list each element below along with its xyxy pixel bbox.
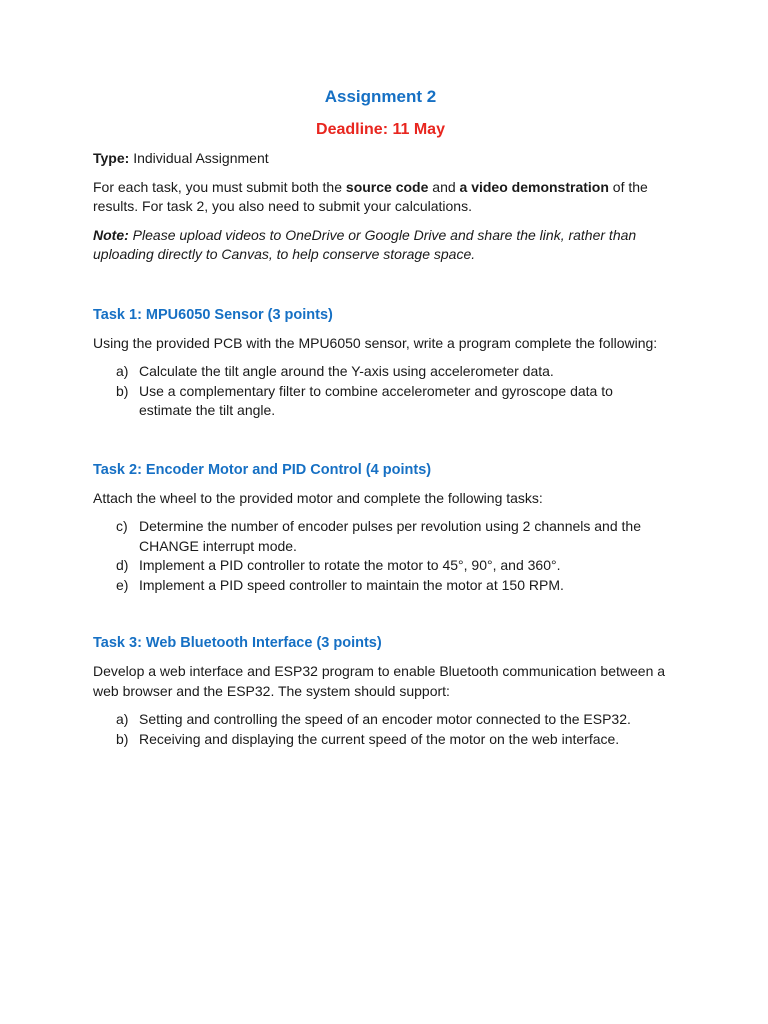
list-item-text: Use a complementary filter to combine accelerometer and gyroscope data to estimate the tilt angle. xyxy=(139,382,613,418)
task-2-heading: Task 2: Encoder Motor and PID Control (4 points) xyxy=(93,461,432,478)
list-marker: a) xyxy=(116,363,129,379)
list-marker: d) xyxy=(116,557,129,573)
submission-text-1: For each task, you must submit both the xyxy=(93,178,346,195)
deadline-label: Deadline: 11 May xyxy=(316,121,445,138)
list-item-text: Implement a PID speed controller to maintain the motor at 150 RPM. xyxy=(139,576,564,593)
task-3-heading: Task 3: Web Bluetooth Interface (3 points) xyxy=(93,635,382,651)
type-line xyxy=(93,149,668,169)
type-value: Individual Assignment xyxy=(133,150,269,166)
list-item-text: Determine the number of encoder pulses per revolution using 2 channels and the CHANGE interrupt mode. xyxy=(139,518,641,554)
task-2-section xyxy=(93,460,668,596)
list-marker: a) xyxy=(116,711,129,727)
submission-bold-video: a video demonstration xyxy=(459,178,609,195)
list-item-text: Receiving and displaying the current speed of the motor on the web interface. xyxy=(139,730,620,747)
list-item-text: Setting and controlling the speed of an encoder motor connected to the ESP32. xyxy=(139,711,631,727)
task-1-heading: Task 1: MPU6050 Sensor (3 points) xyxy=(93,306,333,323)
document-page xyxy=(93,86,668,749)
task-2-intro: Attach the wheel to the provided motor and complete the following tasks: xyxy=(93,489,543,506)
list-item xyxy=(93,710,668,730)
submission-bold-source-code: source code xyxy=(345,178,429,195)
type-label: Type: xyxy=(93,150,130,166)
note-paragraph xyxy=(93,226,668,265)
list-item-text: Calculate the tilt angle around the Y-axis using accelerometer data. xyxy=(139,363,554,379)
list-item xyxy=(93,382,668,421)
list-item xyxy=(93,556,668,576)
list-marker: c) xyxy=(116,518,128,534)
list-item xyxy=(93,362,668,382)
task-3-list xyxy=(93,710,668,749)
list-item xyxy=(93,517,668,556)
list-marker: b) xyxy=(116,382,129,399)
list-marker: e) xyxy=(116,576,129,593)
list-marker: b) xyxy=(116,730,129,747)
submission-text-3: of the results. For task 2, you also need to submit your calculations. xyxy=(93,178,648,214)
note-label: Note: xyxy=(93,226,129,243)
list-item-text: Implement a PID controller to rotate the motor to 45°, 90°, and 360°. xyxy=(139,557,561,573)
list-item xyxy=(93,576,668,596)
task-3-section xyxy=(93,633,668,749)
submission-text-2: and xyxy=(428,178,460,195)
page-title: Assignment 2 xyxy=(324,87,437,106)
note-text: Please upload videos to OneDrive or Google Drive and share the link, rather than uploading directly to Canvas, to help conserve storage space. xyxy=(93,226,637,262)
submission-paragraph xyxy=(93,178,668,217)
task-1-list xyxy=(93,362,668,421)
list-item xyxy=(93,730,668,750)
task-2-list xyxy=(93,517,668,595)
task-1-section xyxy=(93,305,668,421)
task-1-intro: Using the provided PCB with the MPU6050 sensor, write a program complete the following: xyxy=(93,334,658,351)
task-3-intro: Develop a web interface and ESP32 program to enable Bluetooth communication between a web browser and the ESP32. The system should support: xyxy=(93,663,666,699)
